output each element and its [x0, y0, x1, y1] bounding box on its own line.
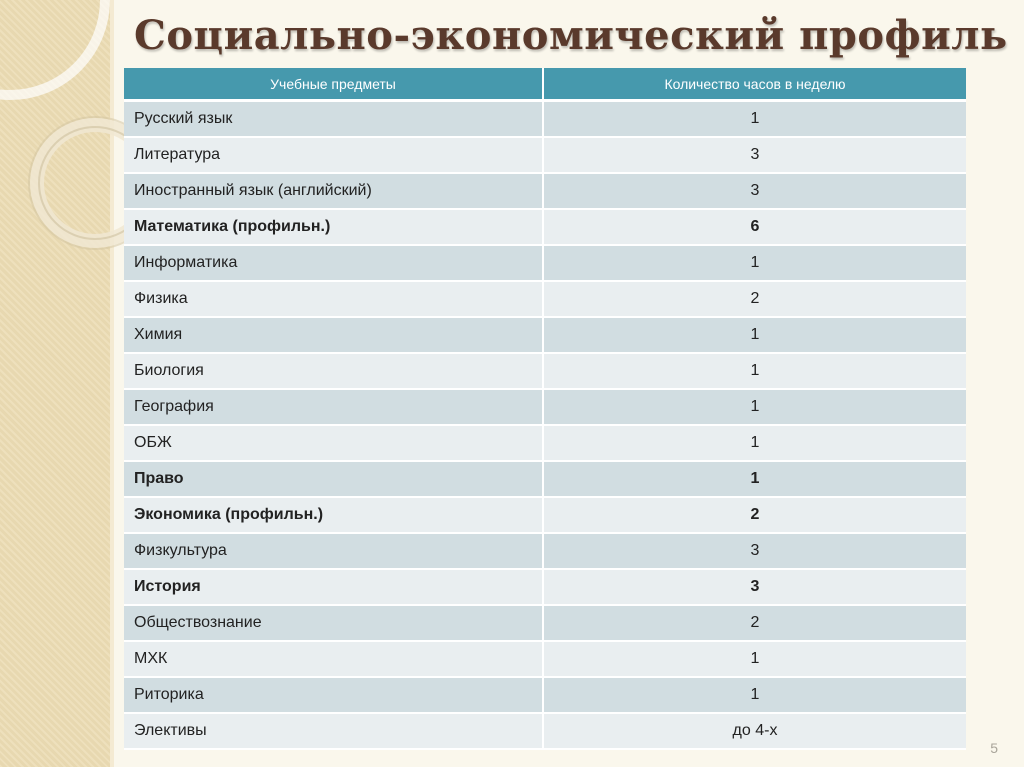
subject-cell: Биология [124, 354, 544, 390]
hours-cell: 3 [544, 174, 966, 210]
table-row [124, 282, 966, 318]
subject-cell: Информатика [124, 246, 544, 282]
table-row [124, 210, 966, 246]
table-row [124, 138, 966, 174]
hours-cell: 3 [544, 570, 966, 606]
hours-cell: 1 [544, 102, 966, 138]
table-row [124, 390, 966, 426]
subject-cell: География [124, 390, 544, 426]
table-row [124, 606, 966, 642]
hours-cell: до 4-х [544, 714, 966, 750]
subject-cell: Право [124, 462, 544, 498]
hours-cell: 3 [544, 534, 966, 570]
subject-cell: ОБЖ [124, 426, 544, 462]
hours-cell: 2 [544, 606, 966, 642]
hours-cell: 2 [544, 498, 966, 534]
hours-cell: 1 [544, 390, 966, 426]
hours-cell: 3 [544, 138, 966, 174]
table-row [124, 102, 966, 138]
page-number: 5 [990, 740, 998, 756]
hours-cell: 1 [544, 462, 966, 498]
hours-cell: 6 [544, 210, 966, 246]
hours-cell: 1 [544, 642, 966, 678]
subject-cell: Химия [124, 318, 544, 354]
table-row [124, 426, 966, 462]
subject-cell: Литература [124, 138, 544, 174]
subject-cell: История [124, 570, 544, 606]
table-header-row [124, 68, 966, 102]
slide-title: Социально-экономический профиль [134, 12, 1008, 59]
subject-cell: Экономика (профильн.) [124, 498, 544, 534]
column-header-subjects: Учебные предметы [124, 68, 544, 102]
curriculum-table [124, 68, 966, 750]
subject-cell: Физика [124, 282, 544, 318]
table-row [124, 570, 966, 606]
decorative-side-band [0, 0, 112, 767]
side-band-edge [110, 0, 114, 767]
table-row [124, 174, 966, 210]
subject-cell: Иностранный язык (английский) [124, 174, 544, 210]
hours-cell: 1 [544, 678, 966, 714]
subject-cell: Физкультура [124, 534, 544, 570]
table-row [124, 534, 966, 570]
subject-cell: Обществознание [124, 606, 544, 642]
subject-cell: Математика (профильн.) [124, 210, 544, 246]
table-row [124, 714, 966, 750]
subject-cell: Элективы [124, 714, 544, 750]
hours-cell: 1 [544, 246, 966, 282]
table-row [124, 642, 966, 678]
hours-cell: 1 [544, 318, 966, 354]
subject-cell: МХК [124, 642, 544, 678]
table-body [124, 102, 966, 750]
table-row [124, 462, 966, 498]
subject-cell: Риторика [124, 678, 544, 714]
table-row [124, 678, 966, 714]
hours-cell: 2 [544, 282, 966, 318]
hours-cell: 1 [544, 426, 966, 462]
hours-cell: 1 [544, 354, 966, 390]
table-row [124, 246, 966, 282]
table-row [124, 318, 966, 354]
subject-cell: Русский язык [124, 102, 544, 138]
table-row [124, 498, 966, 534]
table-row [124, 354, 966, 390]
column-header-hours: Количество часов в неделю [544, 68, 966, 102]
